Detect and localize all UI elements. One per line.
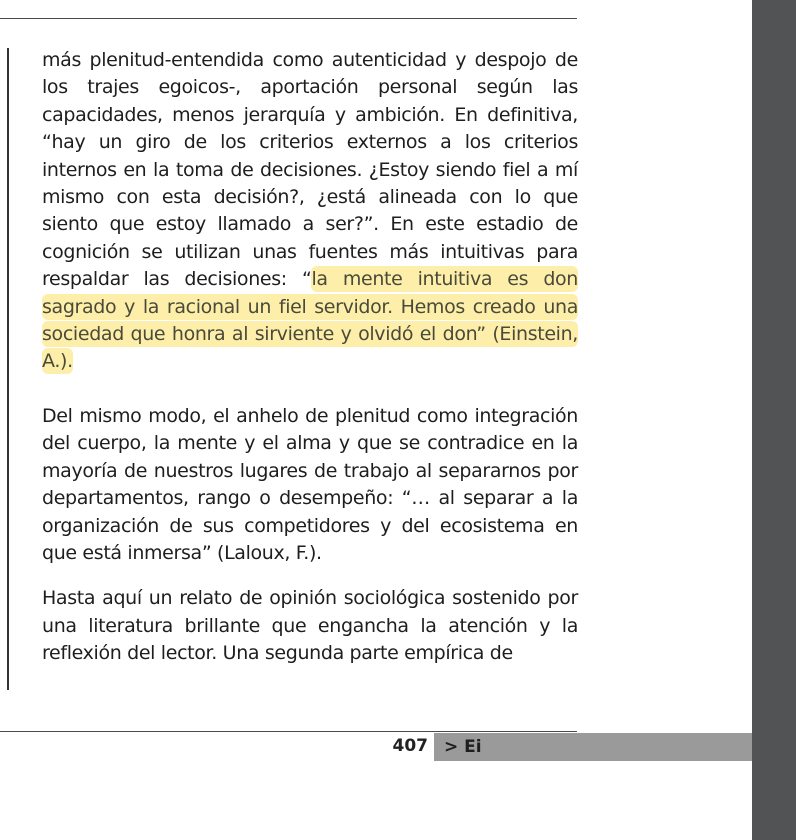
paragraph-1 <box>42 47 578 376</box>
page-number: 407 <box>392 736 428 756</box>
top-rule <box>0 18 577 19</box>
viewer-scrollbar[interactable] <box>752 0 796 840</box>
footer-rule <box>0 731 577 732</box>
section-label: > Ei <box>444 737 482 757</box>
footer-section-bar <box>434 733 752 761</box>
highlighted-quote[interactable]: la mente intuitiva es don sagrado y la racional un fiel servidor. Hemos creado una sociedad que honra al sirviente y olvidó el don” (Einstein, A.). <box>42 268 578 373</box>
paragraph-2: Del mismo modo, el anhelo de plenitud como integración del cuerpo, la mente y el alma y que se contradice en la mayoría de nuestros lugares de trabajo al separarnos por departamentos, rango o desempeño: “… al separar a la organización de sus competidores y del ecosistema en que está inmersa” (Laloux, F.). <box>42 404 578 564</box>
body-text <box>42 47 578 668</box>
paragraph-1-text: más plenitud-entendida como autenticidad y despojo de los trajes egoicos-, aportación personal según las capacidades, menos jerarquía y ambición. En definitiva, “hay un giro de los criterios externos a los criterios internos en la toma de decisiones. ¿Estoy siendo fiel a mí mismo con esta decisión?, ¿está alineada con lo que siento que estoy llamado a ser?”. En este estadio de cognición se utilizan unas fuentes más intuitivas para respaldar las decisiones: “ <box>42 49 578 291</box>
margin-rule <box>7 48 9 690</box>
paragraph-3: Hasta aquí un relato de opinión sociológica sostenido por una literatura brillante que engancha la atención y la reflexión del lector. Una segunda parte empírica de <box>42 587 578 665</box>
